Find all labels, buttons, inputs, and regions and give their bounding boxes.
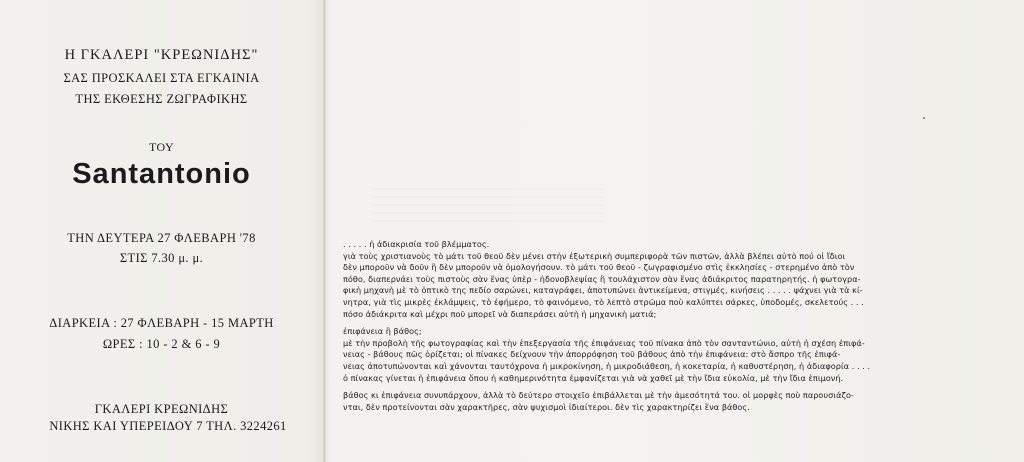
invite-line: ΣΑΣ ΠΡΟΣΚΑΛΕΙ ΣΤΑ ΕΓΚΑΙΝΙΑ bbox=[63, 71, 260, 85]
opening-time: ΣΤΙΣ 7.30 μ. μ. bbox=[119, 251, 204, 265]
essay-paragraph-3 bbox=[343, 390, 1000, 413]
essay-line: νται, δὲν προτείνονται σὰν χαρακτῆρες, σὰν ψυχισμοὶ ἰδιαίτεροι. δὲν τὶς χαρακτηρίζει ἕνα βάθος. bbox=[343, 401, 750, 412]
of-label: ΤΟΥ bbox=[148, 140, 175, 154]
essay-line: δὲν μποροῦν νὰ δοῦν ἢ δὲν μποροῦν νὰ ὁμολογήσουν. τὸ μάτι τοῦ θεοῦ - ζωγραφισμένο στὶς ἐκκλησίες - στερημένο ἀπὸ τὸν bbox=[343, 262, 855, 273]
essay-text bbox=[343, 239, 1000, 419]
opening-date: ΤΗΝ ΔΕΥΤΕΡΑ 27 ΦΛΕΒΑΡΗ '78 bbox=[67, 231, 256, 245]
artist-name: Santantonio bbox=[72, 158, 251, 190]
paper-speck bbox=[923, 117, 925, 119]
gallery-name: ΓΚΑΛΕΡΙ ΚΡΕΩΝΙΔΗΣ bbox=[94, 402, 229, 416]
essay-line: φικὴ μηχανὴ μὲ τὸ ὀπτικὸ της πεδίο σαρώνει, καταγράφει, ἀποτυπώνει ἀντικείμενα, στιγμές, κινήσεις . . . . . ψάχνει γιὰ τὰ κί- bbox=[343, 285, 863, 296]
exhibition-duration: ΔΙΑΡΚΕΙΑ : 27 ΦΛΕΒΑΡΗ - 15 ΜΑΡΤΗ bbox=[49, 316, 274, 330]
essay-line: ὁ πίνακας γίνεται ἡ ἐπιφάνεια ὅπου ἡ καθημερινότητα ἐμφανίζεται γιὰ νὰ χαθεῖ μὲ τὴν ἴδια εὐκολία, μὲ τὴν ἴδια ἐπιμονή. bbox=[343, 372, 844, 383]
essay-line: νειας ἀποτυπώνονται καὶ χάνονται ταυτόχρονα ἡ μικροκίνηση, ἡ μικροδιάθεση, ἡ κοκεταρία, ἡ καθυστέρηση, ἡ ἀδιαφορία . . . . bbox=[343, 360, 871, 371]
essay-paragraph-2 bbox=[343, 326, 1000, 384]
essay-line: νειας - βάθους πῶς ὁρίζεται; οἱ πίνακες δείχνουν τὴν ἀπορρόφηση τοῦ βάθους ἀπὸ τὴν ἐπιφάνεια: στὸ ἄσπρο τῆς ἐπιφά- bbox=[343, 349, 841, 360]
right-panel bbox=[327, 0, 1024, 462]
essay-line: νητρα, γιὰ τὶς μικρὲς ἐκλάμψεις, τὸ ἐφήμερο, τὸ φαινόμενο, τὸ λεπτὸ στρῶμα ποὺ καλύπτει σάρκες, ὑποδομές, σκελετούς . . . bbox=[343, 296, 864, 307]
exhibition-line: ΤΗΣ ΕΚΘΕΣΗΣ ΖΩΓΡΑΦΙΚΗΣ bbox=[75, 92, 248, 106]
essay-line: . . . . . ἡ ἀδιακρισία τοῦ βλέμματος. bbox=[343, 239, 490, 249]
left-panel bbox=[0, 0, 323, 462]
center-fold bbox=[323, 0, 326, 462]
opening-hours: ΩΡΕΣ : 10 - 2 & 6 - 9 bbox=[102, 337, 221, 351]
gallery-address: ΝΙΚΗΣ ΚΑΙ ΥΠΕΡΕΙΔΟΥ 7 ΤΗΛ. 3224261 bbox=[49, 419, 287, 433]
essay-paragraph-1 bbox=[343, 239, 1000, 320]
gallery-title: Η ΓΚΑΛΕΡΙ "ΚΡΕΩΝΙΔΗΣ" bbox=[64, 47, 259, 63]
essay-line: πόσο ἀδιάκριτα καὶ μέχρι ποῦ μπορεῖ νὰ διαπεράσει αὐτὴ ἡ μηχανικὴ ματιά; bbox=[343, 308, 657, 319]
essay-line: πόθο, διαπερνάει τοὺς πιστοὺς σὰν ἕνας ὑπὲρ - ἠδονοβλεψίας ἢ τουλάχιστον σὰν ἕνας ἀδιάκριτος παρατηρητής. ἡ φωτογρα- bbox=[343, 273, 861, 284]
essay-line: βάθος κι ἐπιφάνεια συνυπάρχουν, ἀλλὰ τὸ δεύτερο στοιχεῖο ἐπιβάλλεται μὲ τὴν ἀμεσότητά του. οἱ μορφὲς ποὺ παρουσιάζο- bbox=[343, 390, 854, 401]
show-through-texture bbox=[372, 188, 602, 228]
essay-line: ἐπιφάνεια ἢ βάθος; bbox=[343, 326, 422, 337]
essay-line: γιὰ τοὺς χριστιανοὺς τὸ μάτι τοῦ θεοῦ δὲν μένει στὴν ἐξωτερικὴ συμπεριφορὰ τῶν πιστῶν, ἀλλὰ βλέπει αὐτὸ πού οἱ ἴδιοι bbox=[343, 250, 846, 261]
essay-line: μὲ τὴν προβολὴ τῆς φωτογραφίας καὶ τὴν ἐπεξεργασία τῆς ἐπιφάνειας τοῦ πίνακα ἀπὸ τὸν σανταντώνιο, αὐτὴ ἡ σχέση ἐπιφά- bbox=[343, 337, 865, 348]
